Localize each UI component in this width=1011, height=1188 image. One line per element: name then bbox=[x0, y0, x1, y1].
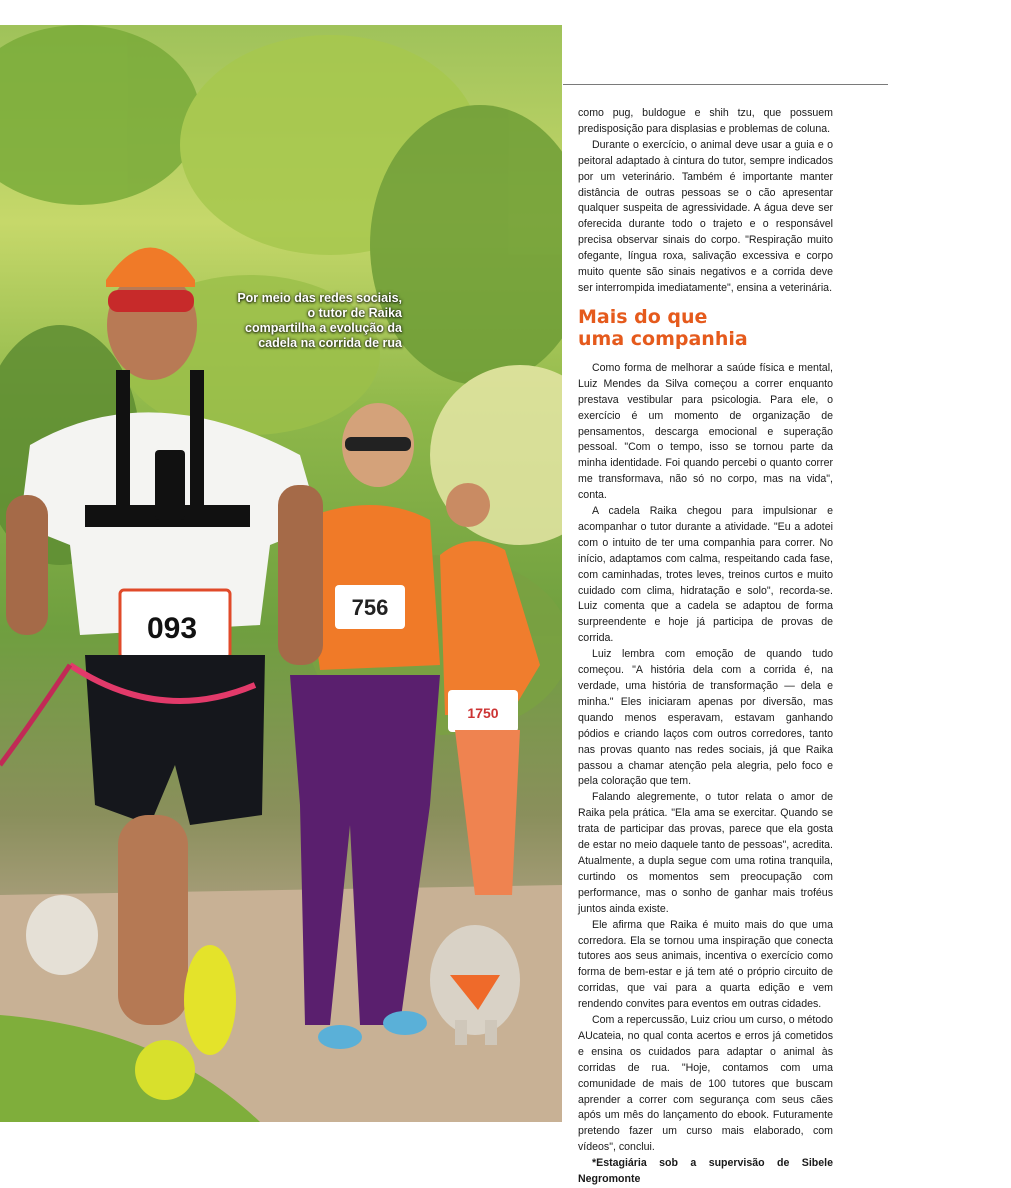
bib-second: 756 bbox=[351, 595, 389, 620]
dog-background bbox=[26, 895, 98, 975]
runners-photo bbox=[0, 25, 562, 1122]
caption-line: cadela na corrida de rua bbox=[258, 336, 402, 350]
article-column bbox=[578, 106, 833, 1188]
article-paragraph: Como forma de melhorar a saúde física e mental, Luiz Mendes da Silva começou a correr enquanto prestava vestibular para psicologia. Para ele, o exercício é um momento de organização de pensamentos, descarga emocional e superação pessoal. "Com o tempo, isso se tornou parte da minha identidade. Foi quando percebi o quanto correr me transformava, não só no corpo, mas na vida", conta. bbox=[578, 361, 833, 502]
article-paragraph: Com a repercussão, Luiz criou um curso, o método AUcateia, no qual conta acertos e erros já cometidos e ensina os cuidados para adaptar o animal às corridas de rua. "Hoje, contamos com uma comunidade de mais de 100 tutores que buscam aprender a correr com segurança com seus cães após um mês do lançamento do ebook. Futuramente pretendo fazer um curso mais elaborado, com vídeos", conclui. bbox=[578, 1014, 833, 1154]
caption-line: compartilha a evolução da bbox=[245, 321, 402, 335]
caption-line: Por meio das redes sociais, bbox=[237, 291, 402, 305]
article-paragraph: Ele afirma que Raika é muito mais do que uma corredora. Ela se tornou uma inspiração que conecta tutores aos seus animais, incentiva o exercício como forma de bem-estar e já tem até o próprio circuito de corridas, que vai para a quarta edição e vem rendendo convites para eventos em outras cidades. bbox=[578, 918, 833, 1011]
author-footnote: *Estagiária sob a supervisão de Sibele Negromonte bbox=[578, 1157, 833, 1186]
article-paragraph: Falando alegremente, o tutor relata o amor de Raika pela prática. "Ela ama se exercitar. Quando se trata de participar das provas, parece que ela gosta de estar no meio daquele tanto de pessoas", acredita. Atualmente, a dupla segue com uma rotina tranquila, curtindo os momentos sem preocupação com performance, mas o sonho de ganhar mais troféus juntos ainda existe. bbox=[578, 791, 833, 915]
photo-caption bbox=[222, 291, 402, 351]
bib-main: 093 bbox=[146, 612, 198, 645]
subhead-line: uma companhia bbox=[578, 327, 748, 350]
caption-line: o tutor de Raika bbox=[307, 306, 402, 320]
article-paragraph: Luiz lembra com emoção de quando tudo começou. "A história dela com a corrida é, na verdade, uma história de transformação — dela e minha." Eles iniciaram apenas por diversão, mas quando menos esperavam, estavam ganhando pódios e criando laços com outros corredores, tanto nas provas quanto nas redes sociais, já que Raika passou a chamar atenção pela alegria, pelo foco e pela coloração que tem. bbox=[578, 648, 833, 788]
article-paragraph: Durante o exercício, o animal deve usar a guia e o peitoral adaptado à cintura do tutor, sempre indicados por um veterinário. Também é importante manter distância de outras pessoas se o cão apresentar qualquer suspeita de agressividade. A água deve ser oferecida durante todo o trajeto e o responsável precisa observar sinais do corpo. "Respiração muito ofegante, língua roxa, salivação excessiva e corpo muito quente são sinais negativos e a corrida deve ser interrompida imediatamente", ensina a veterinária. bbox=[578, 138, 833, 294]
bib-third: 1750 bbox=[467, 705, 499, 721]
section-subhead bbox=[578, 306, 833, 350]
article-paragraph: A cadela Raika chegou para impulsionar e acompanhar o tutor durante a atividade. "Eu a adotei com o intuito de ter uma companhia para correr. No início, adaptamos com calma, respeitando cada fase, com caminhadas, trotes leves, treinos curtos e muito cuidado com clima, hidratação e solo", recorda-se. Luiz comenta que a cadela se adaptou de forma surpreendente e hoje já participa de provas de corrida. bbox=[578, 505, 833, 645]
runners-illustration bbox=[0, 25, 562, 1122]
column-divider bbox=[563, 84, 888, 85]
subhead-line: Mais do que bbox=[578, 305, 708, 328]
article-paragraph: como pug, buldogue e shih tzu, que possuem predisposição para displasias e problemas de coluna. bbox=[578, 107, 833, 135]
